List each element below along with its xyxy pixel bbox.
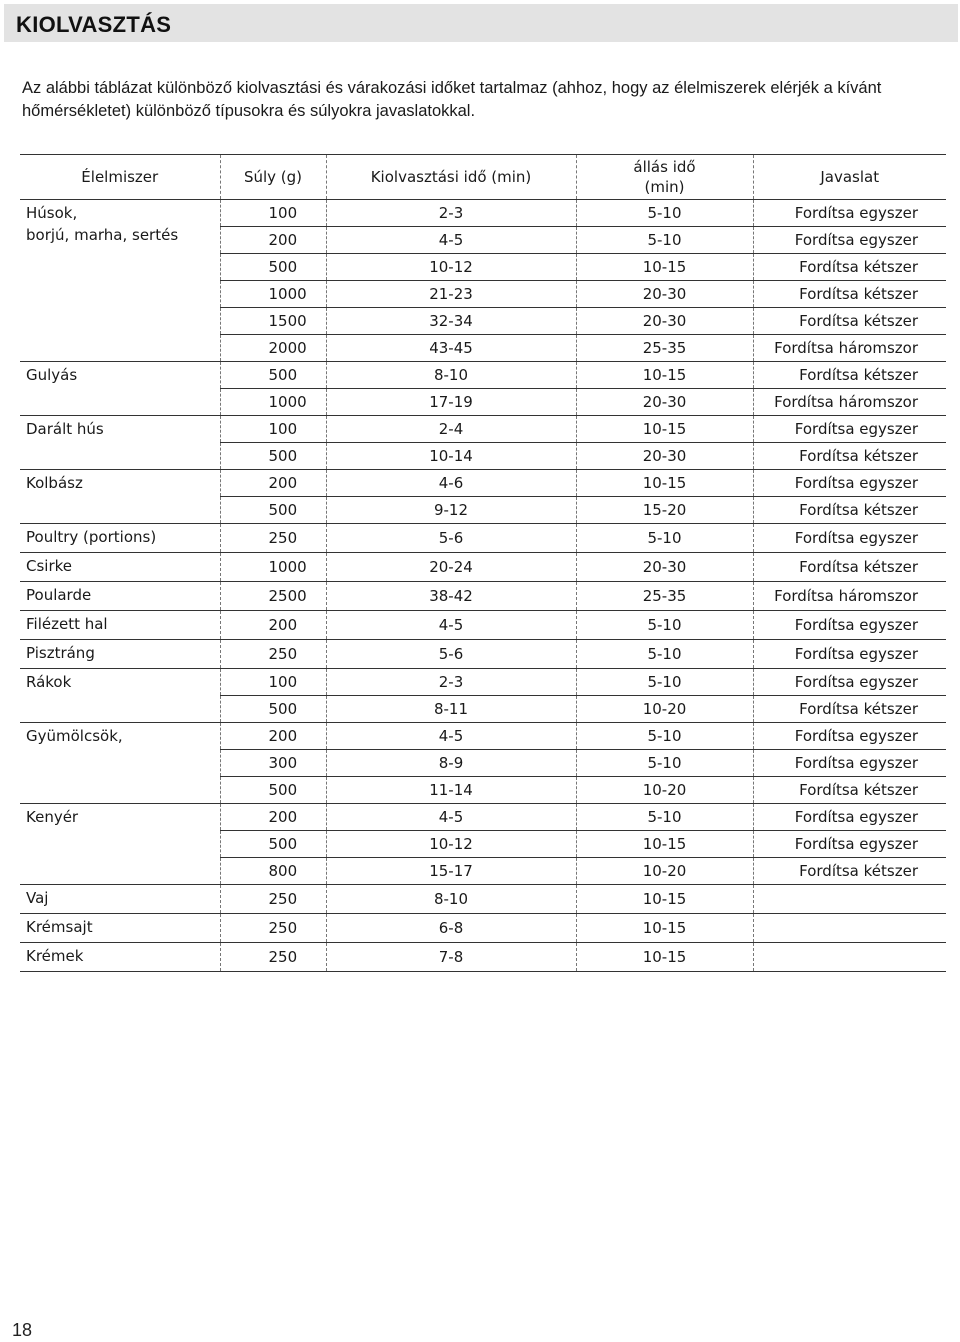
standing-time-cell: 5-10 xyxy=(576,804,753,831)
standing-time-cell: 5-10 xyxy=(576,640,753,669)
table-row xyxy=(20,524,946,553)
advice-cell xyxy=(753,914,946,943)
weight-cell: 100 xyxy=(220,200,326,227)
column-header: Kiolvasztási idő (min) xyxy=(326,155,576,200)
advice-cell: Fordítsa egyszer xyxy=(753,227,946,254)
defrost-time-cell: 10-14 xyxy=(326,443,576,470)
standing-time-cell: 10-15 xyxy=(576,943,753,972)
standing-time-cell: 5-10 xyxy=(576,723,753,750)
page-number: 18 xyxy=(12,1320,33,1340)
food-cell: Darált hús xyxy=(20,416,220,470)
food-cell: Gulyás xyxy=(20,362,220,416)
defrost-time-cell: 43-45 xyxy=(326,335,576,362)
food-cell: Krémsajt xyxy=(20,914,220,943)
standing-time-cell: 15-20 xyxy=(576,497,753,524)
defrost-time-cell: 4-5 xyxy=(326,804,576,831)
advice-cell xyxy=(753,885,946,914)
standing-time-cell: 20-30 xyxy=(576,281,753,308)
defrost-time-cell: 15-17 xyxy=(326,858,576,885)
table-row xyxy=(20,416,946,443)
weight-cell: 1500 xyxy=(220,308,326,335)
standing-time-cell: 5-10 xyxy=(576,669,753,696)
advice-cell: Fordítsa egyszer xyxy=(753,831,946,858)
table-row xyxy=(20,582,946,611)
defrost-time-cell: 4-5 xyxy=(326,723,576,750)
weight-cell: 250 xyxy=(220,943,326,972)
advice-cell: Fordítsa háromszor xyxy=(753,335,946,362)
defrost-time-cell: 4-5 xyxy=(326,227,576,254)
weight-cell: 100 xyxy=(220,416,326,443)
weight-cell: 250 xyxy=(220,914,326,943)
standing-time-cell: 10-15 xyxy=(576,254,753,281)
weight-cell: 500 xyxy=(220,443,326,470)
advice-cell: Fordítsa egyszer xyxy=(753,723,946,750)
standing-time-cell: 10-15 xyxy=(576,885,753,914)
defrost-time-cell: 8-11 xyxy=(326,696,576,723)
standing-time-cell: 5-10 xyxy=(576,750,753,777)
advice-cell: Fordítsa kétszer xyxy=(753,308,946,335)
weight-cell: 200 xyxy=(220,804,326,831)
advice-cell: Fordítsa kétszer xyxy=(753,696,946,723)
advice-cell xyxy=(753,943,946,972)
advice-cell: Fordítsa egyszer xyxy=(753,804,946,831)
advice-cell: Fordítsa egyszer xyxy=(753,669,946,696)
food-cell: Csirke xyxy=(20,553,220,582)
column-header: Súly (g) xyxy=(220,155,326,200)
weight-cell: 250 xyxy=(220,640,326,669)
advice-cell: Fordítsa kétszer xyxy=(753,497,946,524)
standing-time-cell: 10-15 xyxy=(576,416,753,443)
food-cell: Rákok xyxy=(20,669,220,723)
standing-time-cell: 10-15 xyxy=(576,914,753,943)
intro-paragraph: Az alábbi táblázat különböző kiolvasztási és várakozási időket tartalmaz (ahhoz, hogy az élelmiszerek elérjék a kívánt hőmérsékletet) különböző típusokra és súlyokra javaslatokkal. xyxy=(22,79,882,120)
table-row xyxy=(20,640,946,669)
weight-cell: 200 xyxy=(220,227,326,254)
weight-cell: 500 xyxy=(220,497,326,524)
weight-cell: 200 xyxy=(220,723,326,750)
weight-cell: 1000 xyxy=(220,281,326,308)
standing-time-cell: 5-10 xyxy=(576,227,753,254)
weight-cell: 500 xyxy=(220,254,326,281)
advice-cell: Fordítsa egyszer xyxy=(753,416,946,443)
food-cell: Poularde xyxy=(20,582,220,611)
standing-time-cell: 5-10 xyxy=(576,611,753,640)
defrost-time-cell: 21-23 xyxy=(326,281,576,308)
defrost-time-cell: 2-4 xyxy=(326,416,576,443)
defrost-time-cell: 11-14 xyxy=(326,777,576,804)
weight-cell: 250 xyxy=(220,524,326,553)
weight-cell: 2000 xyxy=(220,335,326,362)
advice-cell: Fordítsa egyszer xyxy=(753,750,946,777)
table-row xyxy=(20,723,946,750)
food-cell: Poultry (portions) xyxy=(20,524,220,553)
weight-cell: 300 xyxy=(220,750,326,777)
table-body xyxy=(20,200,946,972)
weight-cell: 100 xyxy=(220,669,326,696)
column-header: állás idő (min) xyxy=(576,155,753,200)
column-header: Javaslat xyxy=(753,155,946,200)
defrost-time-cell: 17-19 xyxy=(326,389,576,416)
advice-cell: Fordítsa kétszer xyxy=(753,858,946,885)
defrost-time-cell: 4-5 xyxy=(326,611,576,640)
weight-cell: 500 xyxy=(220,696,326,723)
food-cell: Húsok, borjú, marha, sertés xyxy=(20,200,220,362)
weight-cell: 1000 xyxy=(220,389,326,416)
advice-cell: Fordítsa kétszer xyxy=(753,553,946,582)
standing-time-cell: 25-35 xyxy=(576,582,753,611)
defrost-time-cell: 10-12 xyxy=(326,254,576,281)
defrost-time-cell: 2-3 xyxy=(326,669,576,696)
title-bar xyxy=(4,4,958,42)
defrost-table xyxy=(20,154,946,972)
weight-cell: 250 xyxy=(220,885,326,914)
food-cell: Kolbász xyxy=(20,470,220,524)
defrost-time-cell: 7-8 xyxy=(326,943,576,972)
food-cell: Vaj xyxy=(20,885,220,914)
advice-cell: Fordítsa kétszer xyxy=(753,281,946,308)
standing-time-cell: 10-15 xyxy=(576,470,753,497)
weight-cell: 200 xyxy=(220,611,326,640)
defrost-time-cell: 2-3 xyxy=(326,200,576,227)
advice-cell: Fordítsa egyszer xyxy=(753,640,946,669)
column-header: Élelmiszer xyxy=(20,155,220,200)
advice-cell: Fordítsa egyszer xyxy=(753,611,946,640)
table-row xyxy=(20,804,946,831)
food-cell: Pisztráng xyxy=(20,640,220,669)
advice-cell: Fordítsa egyszer xyxy=(753,470,946,497)
advice-cell: Fordítsa kétszer xyxy=(753,777,946,804)
defrost-time-cell: 6-8 xyxy=(326,914,576,943)
page-title: KIOLVASZTÁS xyxy=(16,12,172,37)
defrost-time-cell: 32-34 xyxy=(326,308,576,335)
defrost-time-cell: 10-12 xyxy=(326,831,576,858)
food-cell: Filézett hal xyxy=(20,611,220,640)
defrost-time-cell: 5-6 xyxy=(326,640,576,669)
advice-cell: Fordítsa kétszer xyxy=(753,254,946,281)
weight-cell: 1000 xyxy=(220,553,326,582)
standing-time-cell: 20-30 xyxy=(576,308,753,335)
weight-cell: 200 xyxy=(220,470,326,497)
standing-time-cell: 10-15 xyxy=(576,831,753,858)
defrost-time-cell: 20-24 xyxy=(326,553,576,582)
standing-time-cell: 25-35 xyxy=(576,335,753,362)
food-cell: Krémek xyxy=(20,943,220,972)
defrost-time-cell: 38-42 xyxy=(326,582,576,611)
table-header-row xyxy=(20,155,946,200)
table-row xyxy=(20,200,946,227)
standing-time-cell: 10-20 xyxy=(576,777,753,804)
advice-cell: Fordítsa kétszer xyxy=(753,443,946,470)
advice-cell: Fordítsa háromszor xyxy=(753,389,946,416)
standing-time-cell: 20-30 xyxy=(576,443,753,470)
advice-cell: Fordítsa háromszor xyxy=(753,582,946,611)
defrost-time-cell: 8-9 xyxy=(326,750,576,777)
table-row xyxy=(20,669,946,696)
weight-cell: 2500 xyxy=(220,582,326,611)
standing-time-cell: 10-20 xyxy=(576,696,753,723)
table-row xyxy=(20,470,946,497)
standing-time-cell: 5-10 xyxy=(576,524,753,553)
advice-cell: Fordítsa kétszer xyxy=(753,362,946,389)
food-cell: Kenyér xyxy=(20,804,220,885)
food-cell: Gyümölcsök, xyxy=(20,723,220,804)
table-row xyxy=(20,885,946,914)
standing-time-cell: 20-30 xyxy=(576,553,753,582)
standing-time-cell: 5-10 xyxy=(576,200,753,227)
defrost-time-cell: 8-10 xyxy=(326,362,576,389)
table-row xyxy=(20,943,946,972)
table-row xyxy=(20,914,946,943)
defrost-time-cell: 9-12 xyxy=(326,497,576,524)
defrost-time-cell: 5-6 xyxy=(326,524,576,553)
table-row xyxy=(20,362,946,389)
standing-time-cell: 20-30 xyxy=(576,389,753,416)
weight-cell: 800 xyxy=(220,858,326,885)
defrost-time-cell: 4-6 xyxy=(326,470,576,497)
table-row xyxy=(20,611,946,640)
weight-cell: 500 xyxy=(220,831,326,858)
advice-cell: Fordítsa egyszer xyxy=(753,200,946,227)
table-row xyxy=(20,553,946,582)
weight-cell: 500 xyxy=(220,777,326,804)
defrost-time-cell: 8-10 xyxy=(326,885,576,914)
weight-cell: 500 xyxy=(220,362,326,389)
standing-time-cell: 10-20 xyxy=(576,858,753,885)
standing-time-cell: 10-15 xyxy=(576,362,753,389)
advice-cell: Fordítsa egyszer xyxy=(753,524,946,553)
